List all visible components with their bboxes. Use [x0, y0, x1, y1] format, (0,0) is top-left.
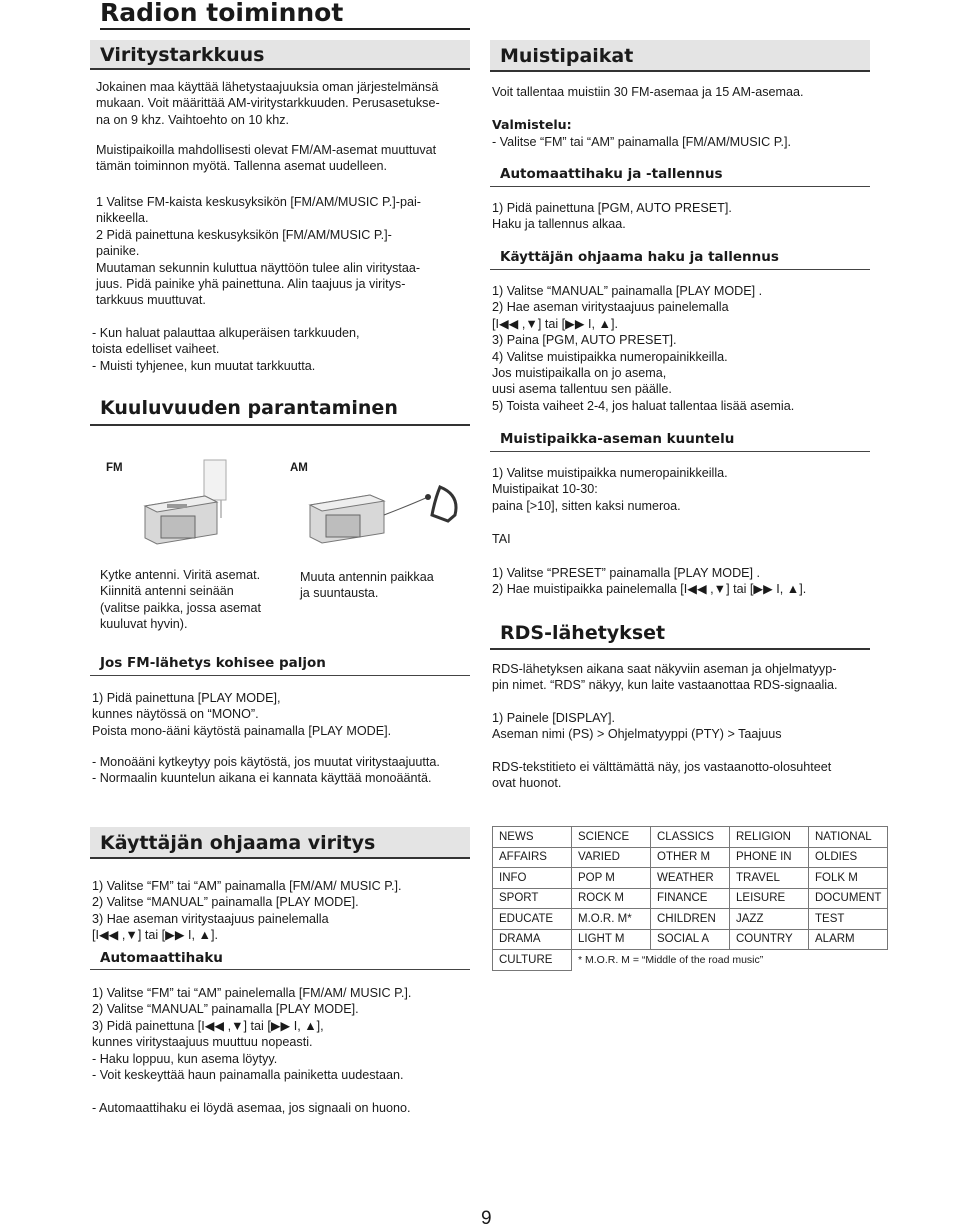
table-row [493, 888, 888, 909]
table-row [493, 929, 888, 950]
table-cell: NEWS [493, 827, 572, 848]
automaattihaku-note: - Automaattihaku ei löydä asemaa, jos signaali on huono. [92, 1101, 411, 1115]
am-label: AM [290, 462, 308, 474]
fm-noise-steps: 1) Pidä painettuna [PLAY MODE], kunnes näytössä on “MONO”. Poista mono-ääni käytöstä painamalla [PLAY MODE]. [92, 691, 392, 738]
subsection-rule [90, 969, 470, 970]
section-rule [490, 648, 870, 650]
title-rule [100, 28, 470, 30]
manual-tallennus-steps: 1) Valitse “MANUAL” painamalla [PLAY MODE] . 2) Hae aseman viritystaajuus painelemalla [I◀◀ ,▼] tai [▶▶ I, ▲]. 3) Paina [PGM, AUTO PRESET]. 4) Valitse muistipaikka numeropainikkeilla. Jos muistipaikalla on jo asema, uusi asema tallentuu sen päälle. 5) Toista vaiheet 2-4, jos haluat tallentaa lisää asemia. [492, 284, 795, 413]
heading-muistipaikat: Muistipaikat [500, 45, 634, 67]
rds-note: RDS-tekstitieto ei välttämättä näy, jos vastaanotto-olosuhteet ovat huonot. [492, 760, 832, 791]
kuuntelu-steps-2: 1) Valitse “PRESET” painamalla [PLAY MODE] . 2) Hae muistipaikka painelemalla [I◀◀ ,▼] tai [▶▶ I, ▲]. [492, 566, 807, 597]
table-cell: TEST [809, 909, 888, 930]
table-cell: M.O.R. M* [572, 909, 651, 930]
table-cell: DOCUMENT [809, 888, 888, 909]
heading-automaattihaku: Automaattihaku [100, 950, 223, 966]
table-cell: COUNTRY [730, 929, 809, 950]
table-row [493, 847, 888, 868]
pty-table [492, 826, 888, 971]
fm-label: FM [106, 462, 123, 474]
table-cell: OTHER M [651, 847, 730, 868]
page-title: Radion toiminnot [100, 0, 344, 27]
heading-kuuntelu: Muistipaikka-aseman kuuntelu [500, 431, 735, 447]
pty-footnote: * M.O.R. M = “Middle of the road music” [578, 954, 764, 966]
fm-antenna-illustration [135, 458, 260, 558]
manual-tuning-steps: 1) Valitse “FM” tai “AM” painamalla [FM/AM/ MUSIC P.]. 2) Valitse “MANUAL” painamalla [PLAY MODE]. 3) Hae aseman viritystaajuus painelemalla [I◀◀ ,▼] tai [▶▶ I, ▲]. [92, 879, 402, 943]
table-cell: CULTURE [493, 950, 572, 971]
table-cell: VARIED [572, 847, 651, 868]
heading-fm-noise: Jos FM-lähetys kohisee paljon [100, 655, 326, 671]
automaattihaku-steps: 1) Valitse “FM” tai “AM” painelemalla [FM/AM/ MUSIC P.]. 2) Valitse “MANUAL” painamalla [PLAY MODE]. 3) Pidä painettuna [I◀◀ ,▼] tai [▶▶ I, ▲], kunnes viritystaajuus muuttuu nopeasti. - Haku loppuu, kun asema löytyy. - Voit keskeyttää haun painamalla painiketta uudestaan. [92, 986, 412, 1083]
table-cell: AFFAIRS [493, 847, 572, 868]
table-cell: NATIONAL [809, 827, 888, 848]
rds-intro: RDS-lähetyksen aikana saat näkyviin aseman ja ohjelmatyyp- pin nimet. “RDS” näkyy, kun laite vastaanottaa RDS-signaalia. [492, 662, 838, 693]
table-cell: JAZZ [730, 909, 809, 930]
fm-noise-notes: - Monoääni kytkeytyy pois käytöstä, jos muutat viritystaajuutta. - Normaalin kuuntelun aikana ei kannata käyttää monoääntä. [92, 755, 440, 786]
kuuntelu-or: TAI [492, 532, 511, 546]
subsection-rule [490, 451, 870, 452]
table-cell: RELIGION [730, 827, 809, 848]
table-cell: CHILDREN [651, 909, 730, 930]
am-antenna-illustration [300, 475, 470, 560]
section-rule [90, 68, 470, 70]
table-row [493, 950, 888, 971]
table-cell: OLDIES [809, 847, 888, 868]
section-rule [90, 424, 470, 426]
viritys-notes: - Kun haluat palauttaa alkuperäisen tarkkuuden, toista edelliset vaiheet. - Muisti tyhjenee, kun muutat tarkkuutta. [92, 326, 360, 373]
heading-valmistelu: Valmistelu: [492, 117, 572, 132]
table-cell: TRAVEL [730, 868, 809, 889]
table-cell: FINANCE [651, 888, 730, 909]
heading-kuuluvuus: Kuuluvuuden parantaminen [100, 397, 398, 419]
kuuntelu-steps: 1) Valitse muistipaikka numeropainikkeilla. Muistipaikat 10-30: paina [>10], sitten kaksi numeroa. [492, 466, 728, 513]
table-cell: PHONE IN [730, 847, 809, 868]
subsection-rule [490, 269, 870, 270]
table-cell: SCIENCE [572, 827, 651, 848]
viritys-steps: 1 Valitse FM-kaista keskusyksikön [FM/AM/MUSIC P.]-pai- nikkeella. 2 Pidä painettuna keskusyksikön [FM/AM/MUSIC P.]- painike. Muutaman sekunnin kuluttua näyttöön tulee alin viritystaa- juus. Pidä painike yhä painettuna. Alin taajuus ja viritys- tarkkuus muuttuvat. [96, 195, 421, 308]
table-cell: ALARM [809, 929, 888, 950]
heading-viritystarkkuus: Viritystarkkuus [100, 44, 265, 66]
table-row [493, 868, 888, 889]
section-rule [90, 857, 470, 859]
section-rule [490, 70, 870, 72]
table-row [493, 827, 888, 848]
viritys-paragraph-1: Jokainen maa käyttää lähetystaajuuksia oman järjestelmänsä mukaan. Voit määrittää AM-viritystarkkuuden. Perusasetukse- na on 9 khz. Vaihtoehto on 10 khz. [96, 80, 440, 127]
subsection-rule [490, 186, 870, 187]
table-cell: ROCK M [572, 888, 651, 909]
page-number: 9 [481, 1208, 492, 1229]
table-cell: EDUCATE [493, 909, 572, 930]
table-cell: INFO [493, 868, 572, 889]
heading-rds: RDS-lähetykset [500, 622, 666, 644]
table-cell: SOCIAL A [651, 929, 730, 950]
table-cell: SPORT [493, 888, 572, 909]
subsection-rule [90, 675, 470, 676]
table-cell: FOLK M [809, 868, 888, 889]
muisti-intro: Voit tallentaa muistiin 30 FM-asemaa ja 15 AM-asemaa. [492, 85, 804, 99]
heading-manual-tuning: Käyttäjän ohjaama viritys [100, 832, 376, 854]
table-cell: LIGHT M [572, 929, 651, 950]
fm-caption: Kytke antenni. Viritä asemat. Kiinnitä antenni seinään (valitse paikka, jossa asemat kuuluvat hyvin). [100, 568, 261, 632]
table-cell: LEISURE [730, 888, 809, 909]
heading-auto-tallennus: Automaattihaku ja -tallennus [500, 166, 723, 182]
am-caption: Muuta antennin paikkaa ja suuntausta. [300, 570, 434, 601]
viritys-paragraph-2: Muistipaikoilla mahdollisesti olevat FM/AM-asemat muuttuvat tämän toiminnon myötä. Tallenna asemat uudelleen. [96, 143, 437, 174]
heading-manual-tallennus: Käyttäjän ohjaama haku ja tallennus [500, 249, 779, 265]
table-cell: CLASSICS [651, 827, 730, 848]
table-cell: POP M [572, 868, 651, 889]
table-cell: DRAMA [493, 929, 572, 950]
rds-steps: 1) Painele [DISPLAY]. Aseman nimi (PS) > Ohjelmatyyppi (PTY) > Taajuus [492, 711, 782, 742]
valmistelu-text: - Valitse “FM” tai “AM” painamalla [FM/AM/MUSIC P.]. [492, 135, 792, 149]
table-cell: WEATHER [651, 868, 730, 889]
table-row [493, 909, 888, 930]
auto-tallennus-steps: 1) Pidä painettuna [PGM, AUTO PRESET]. Haku ja tallennus alkaa. [492, 201, 732, 232]
